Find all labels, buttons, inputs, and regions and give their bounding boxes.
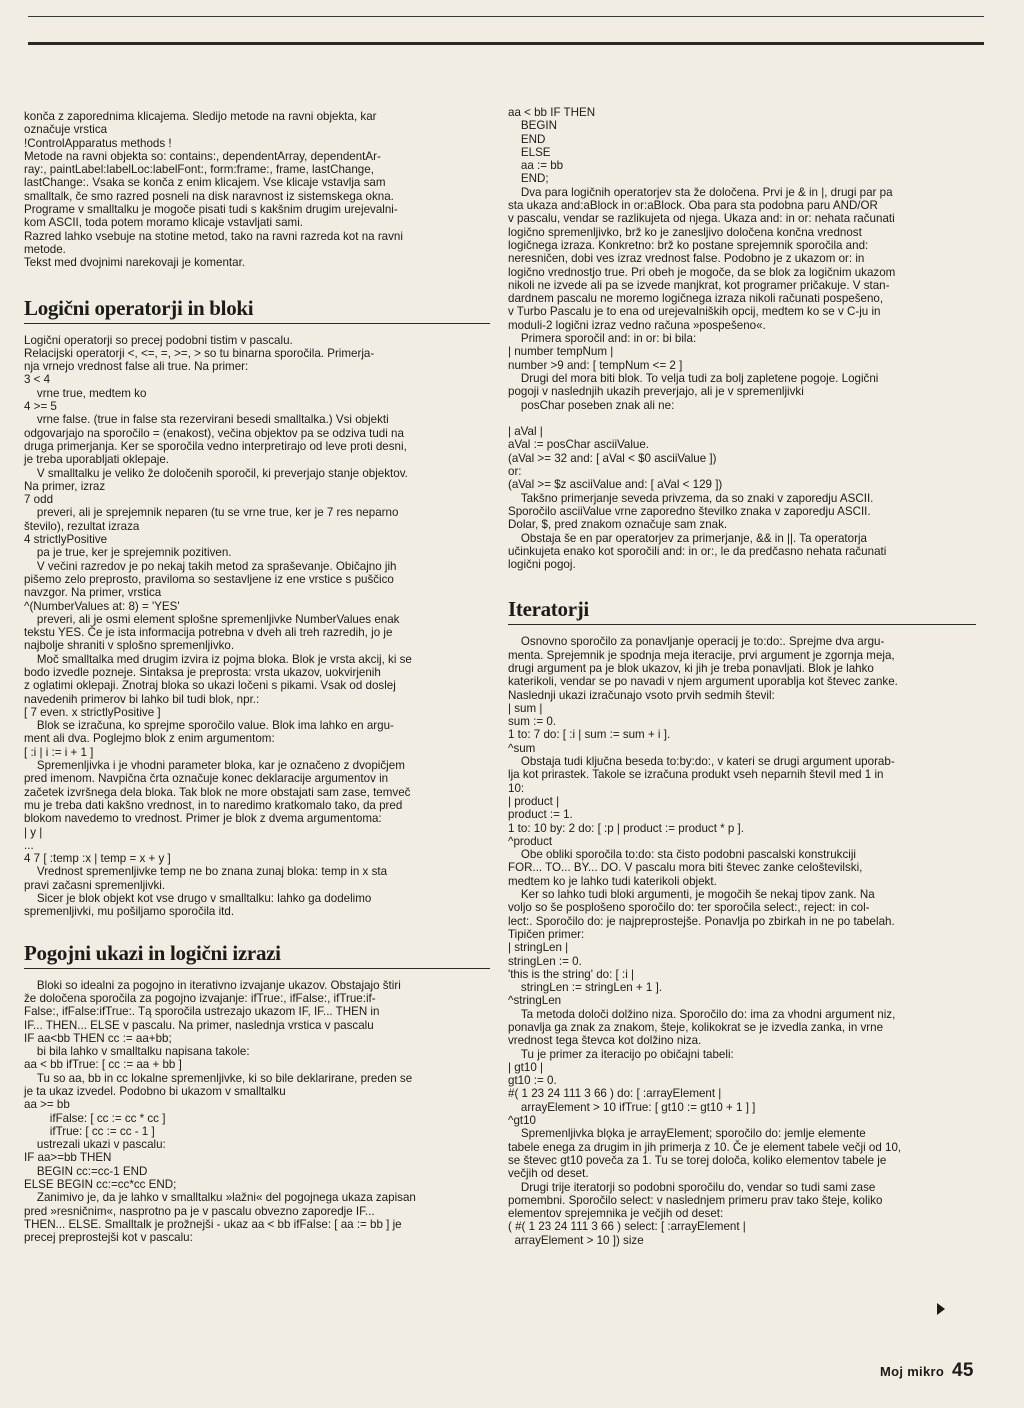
text-line: Drugi trije iteratorji so podobni sporočilu do, vendar so tudi sami zase <box>508 1180 876 1194</box>
text-line: Ker so lahko tudi bloki argumenti, je mogočih še nekaj tipov zank. Na <box>508 888 875 902</box>
text-line: druga primerjanja. Ker se sporočila vedno interpretirajo od leve proti desni, <box>24 439 407 453</box>
text-line: število), rezultat izraza <box>24 519 140 533</box>
text-line: ^sum <box>508 741 536 755</box>
text-line: Obstaja še en par operatorjev za primerjanje, && in ||. Ta operatorja <box>508 531 867 545</box>
text-line: Tekst med dvojnimi narekovaji je komentar. <box>24 256 246 270</box>
text-line: product := 1. <box>508 808 573 822</box>
text-line: !ControlApparatus methods ! <box>24 136 172 150</box>
text-line: Obe obliki sporočila to:do: sta čisto podobni pascalski konstrukciji <box>508 848 856 862</box>
text-line: vrednost tega števca kot dolžino niza. <box>508 1034 702 1048</box>
text-line: pravi začasni spremenljivki. <box>24 878 166 892</box>
text-line: drugi argument pa je blok ukazov, ki jih je treba ponavljati. Blok je lahko <box>508 661 874 675</box>
text-line: je ta ukaz izvedel. Podobno bi ukazom v smalltalku <box>24 1085 286 1098</box>
section-logical-operators <box>24 334 490 919</box>
text-line: | number tempNum | <box>508 345 614 359</box>
text-line: Osnovno sporočilo za ponavljanje operacij je to:do:. Sprejme dva argu- <box>508 635 885 649</box>
text-line: aa >= bb <box>24 1098 70 1112</box>
text-line: 1 to: 10 by: 2 do: [ :p | product := product * p ]. <box>508 821 744 835</box>
text-line: ( #( 1 23 24 111 3 66 ) select: [ :arrayElement | <box>508 1220 746 1234</box>
heading-logical-operators: Logični operatorji in bloki <box>24 296 490 324</box>
top-thin-rule <box>28 16 984 17</box>
text-line: IF... THEN... ELSE v pascalu. Na primer, naslednja vrstica v pascalu <box>24 1018 374 1032</box>
text-line: stringLen := 0. <box>508 954 582 968</box>
section-logical-pairs <box>508 106 976 571</box>
text-line: mu je treba dati kakšno vrednost, in to naredimo kratkomalo tako, da pred <box>24 798 403 812</box>
text-line: number >9 and: [ tempNum <= 2 ] <box>508 358 683 372</box>
text-line: najbolje shraniti v splošno spremenljivko. <box>24 639 235 653</box>
text-line: aa < bb IF THEN <box>508 106 596 119</box>
text-line: z oglatimi oklepaji. Znotraj bloka so ukazi ločeni s pikami. Vsak od doslej <box>24 679 396 693</box>
text-line: se števec gt10 poveča za 1. Tu se torej določa, koliko elementov tabele je <box>508 1153 887 1167</box>
text-line: Spremenljivka blǫka je arrayElement; sporočilo do: jemlje elemente <box>508 1127 866 1141</box>
text-line: ustrezali ukazi v pascalu: <box>24 1138 166 1152</box>
text-line: v Turbo Pascalu je to ena od urejevalniških opcij, medtem ko se v C-ju in <box>508 305 881 319</box>
text-line: or: <box>508 465 522 479</box>
section-conditionals <box>24 979 490 1245</box>
text-line: preveri, ali je sprejemnik neparen (tu se vrne true, ker je 7 res neparno <box>24 506 399 520</box>
text-line: aa := bb <box>508 159 564 173</box>
text-line: bi bila lahko v smalltalku napisana takole: <box>24 1045 250 1059</box>
text-line: dardnem pascalu ne moremo logičnega izraza nikoli računati pospešeno, <box>508 292 884 306</box>
page-number: 45 <box>952 1360 974 1381</box>
intro-text <box>24 110 490 270</box>
text-line: 4 7 [ :temp :x | temp = x + y ] <box>24 852 171 866</box>
text-line: Takšno primerjanje seveda privzema, da so znaki v zaporedju ASCII. <box>508 491 874 505</box>
text-line: Tipičen primer: <box>508 927 585 941</box>
text-line: Spremenljivka i je vhodni parameter bloka, kar je označeno z dvopičjem <box>24 759 405 773</box>
text-line: Dva para logičnih operatorjev sta že določena. Prvi je & in |, drugi par pa <box>508 185 893 199</box>
text-line: ifFalse: [ cc := cc * cc ] <box>24 1111 166 1125</box>
text-line: blokom navedemo to vrednost. Primer je blok z dvema argumentoma: <box>24 812 382 826</box>
text-line: Sporočilo asciiValue vrne zaporedno številko znaka v zaporedju ASCII. <box>508 504 871 518</box>
text-line: Dolar, $, pred znakom označuje sam znak. <box>508 518 728 532</box>
text-line: 'this is the string' do: [ :i | <box>508 967 635 981</box>
text-line: navzgor. Na primer, vrstica <box>24 586 162 600</box>
text-line: 7 odd <box>24 493 54 507</box>
text-line: ^stringLen <box>508 994 562 1008</box>
text-line: 3 < 4 <box>24 373 51 387</box>
text-line: lja kot prirastek. Takole se izračuna produkt vseh neparnih števil med 1 in <box>508 768 884 782</box>
text-line: False:, ifFalse:ifTrue:. Tą sporočila ustrezajo ukazom IF, IF... THEN in <box>24 1005 380 1019</box>
text-line: | gt10 | <box>508 1060 544 1074</box>
text-line: Bloki so idealni za pogojno in iterativno izvajanje ukazov. Obstajajo štiri <box>24 978 401 992</box>
text-line: Moč smalltalka med drugim izvira iz pojma bloka. Blok je vrsta akcij, ki se <box>24 652 412 666</box>
page-footer <box>880 1360 974 1382</box>
text-line: Ta metoda določi dolžino niza. Sporočilo do: ima za vhodni argument niz, <box>508 1007 896 1021</box>
text-line: odgovarjajo na sporočilo = (enakost), večina objektov pa se odziva tudi na <box>24 426 404 440</box>
text-line: Drugi del mora biti blok. To velja tudi za bolj zapletene pogoje. Logični <box>508 371 879 385</box>
text-line: ponavlja ga znak za znakom, šteje, kolikokrat se je izvedla zanka, in vrne <box>508 1021 884 1034</box>
text-line: medtem ko je lahko tudi katerikoli objekt. <box>508 874 717 888</box>
text-line: END; <box>508 172 549 186</box>
text-line: logičnega izraza. Konkretno: brž ko postane sprejemnik sporočila and: <box>508 238 869 252</box>
text-line: tabele enega za drugim in jih primerja z 10. Če je element tabele večji od 10, <box>508 1140 902 1154</box>
text-line: ment ali dva. Poglejmo blok z enim argumentom: <box>24 732 275 746</box>
text-line: smalltalk, če smo razred posneli na disk naravnost iz sistemskega okna. <box>24 189 394 203</box>
text-line: metode. <box>24 242 66 256</box>
text-line: ^(NumberValues at: 8) = 'YES' <box>24 599 180 613</box>
text-line: Programe v smalltalku je mogoče pisati tudi s kakšnim drugim urejevalni- <box>24 203 398 217</box>
text-line: konča z zaporednima klicajema. Sledijo metode na ravni objekta, kar <box>24 110 377 123</box>
text-line: voljo so še posplošeno sporočilo do: ter sporočila select:, reject: in col- <box>508 901 870 915</box>
text-line: ifTrue: [ cc := cc - 1 ] <box>24 1124 155 1138</box>
text-line: sta ukaza and:aBlock in or:aBlock. Oba para sta podobna paru AND/OR <box>508 199 878 213</box>
text-line: pišemo zelo preprosto, praviloma so sestavljene iz ene vrstice s puščico <box>24 572 394 586</box>
magazine-name: Moj mikro <box>880 1364 945 1379</box>
text-line: začetek izvršnega dela bloka. Tak blok ne more obstajati sam zase, temveč <box>24 785 411 799</box>
text-line: posChar poseben znak ali ne: <box>508 398 675 412</box>
text-line: že določena sporočila za pogojno izvajanje: ifTrue:, ifFalse:, ifTrue:if- <box>24 991 376 1005</box>
text-line: arrayElement > 10 ifTrue: [ gt10 := gt10 + 1 ] ] <box>508 1100 756 1114</box>
text-line <box>508 412 976 425</box>
text-line: ... <box>24 838 34 852</box>
text-line: V večini razredov je po nekaj takih metod za spraševanje. Običajno jih <box>24 559 397 573</box>
right-column <box>508 106 976 1247</box>
text-line: vrne true, medtem ko <box>24 386 147 400</box>
text-line: V smalltalku je veliko že določenih sporočil, ki preverjajo stanje objektov. <box>24 466 408 480</box>
text-line: | stringLen | <box>508 941 569 955</box>
text-line: aVal := posChar asciiValue. <box>508 438 650 452</box>
text-line: lect:. Sporočilo do: je najpreprostejše. Ponavlja po zbirkah in ne po tabelah. <box>508 914 895 928</box>
text-line: sum := 0. <box>508 715 557 729</box>
text-line: FOR... TO... BY... DO. V pascalu mora biti števec zanke celoštevilski, <box>508 861 863 875</box>
text-line: | aVal | <box>508 425 543 439</box>
text-line: Naslednji ukazi izračunajo vsoto prvih sedmih števil: <box>508 688 775 702</box>
text-line: označuje vrstica <box>24 123 108 137</box>
text-line: pred imenom. Navpična črta označuje konec deklaracije argumentov in <box>24 772 389 786</box>
text-line: učinkujeta enako kot sporočili and: in or:, le da predčasno nehata računati <box>508 544 887 558</box>
text-line: Na primer, izraz <box>24 479 106 493</box>
text-line: logični pogoj. <box>508 558 576 572</box>
text-line: Vrednost spremenljivke temp ne bo znana zunaj bloka: temp in x sta <box>24 865 388 879</box>
text-line: | sum | <box>508 701 543 715</box>
text-line: logično vrednostjo true. Pri obeh je mogoče, da se blok za logičnim ukazom <box>508 265 896 279</box>
text-line: navedenih primerov bi lahko bil tudi blok, npr.: <box>24 692 260 706</box>
text-line: Tu je primer za iteracijo po običajni tabeli: <box>508 1047 734 1061</box>
text-line: Tu so aa, bb in cc lokalne spremenljivke, ki so bile deklarirane, preden se <box>24 1071 413 1085</box>
text-line: je treba uporabljati oklepaje. <box>24 453 170 467</box>
text-line: pa je true, ker je sprejemnik pozitiven. <box>24 546 232 560</box>
text-line: pomembni. Sporočilo select: v naslednjem primeru prav tako šteje, koliko <box>508 1193 883 1207</box>
text-line: Primera sporočil and: in or: bi bila: <box>508 332 697 346</box>
left-column <box>24 110 490 1245</box>
heading-iterators: Iteratorji <box>508 597 976 625</box>
text-line: precej preprostejši kot v pascalu: <box>24 1231 193 1245</box>
text-line: (aVal >= 32 and: [ aVal < $0 asciiValue ]) <box>508 451 717 465</box>
text-line: Razred lahko vsebuje na stotine metod, tako na ravni razreda kot na ravni <box>24 229 403 243</box>
text-line: kom ASCII, toda potem moramo klicaje vstavljati sami. <box>24 216 303 230</box>
text-line: lastChange:. Vsaka se konča z enim klicajem. Vse klicaje vstavlja sam <box>24 176 386 190</box>
top-thick-rule <box>28 42 984 45</box>
text-line: arrayElement > 10 ]) size <box>508 1233 644 1247</box>
text-line: END <box>508 132 546 146</box>
text-line: Logični operatorji so precej podobni tistim v pascalu. <box>24 333 293 347</box>
text-line: 1 to: 7 do: [ :i | sum := sum + i ]. <box>508 728 671 742</box>
text-line: THEN... ELSE. Smalltalk je prožnejši - ukaz aa < bb ifFalse: [ aa := bb ] je <box>24 1217 402 1231</box>
text-line: preveri, ali je osmi element splošne spremenljivke NumberValues enak <box>24 612 400 626</box>
text-line: Obstaja tudi ključna beseda to:by:do:, v kateri se drugi argument uporab- <box>508 755 895 769</box>
text-line: tekstu YES. Če je ista informacija potrebna v dveh ali treh razredih, jo je <box>24 626 393 640</box>
text-line: neresničen, dobi ves izraz vrednost false. Podobno je z ukazom or: in <box>508 252 865 266</box>
text-line: Metode na ravni objekta so: contains:, dependentArray, dependentAr- <box>24 149 381 163</box>
text-line: nja vrnejo vrednost false ali true. Na primer: <box>24 360 249 374</box>
text-line: v pascalu, vendar se razlikujeta od njega. Ukaza and: in or: nehata računati <box>508 212 895 226</box>
text-line: IF aa<bb THEN cc := aa+bb; <box>24 1031 172 1045</box>
text-line: menta. Sprejemnik je spodnja meja iteracije, prvi argument je zgornja meja, <box>508 648 895 662</box>
text-line: 4 >= 5 <box>24 400 57 414</box>
text-line: [ :i | i := i + 1 ] <box>24 745 94 759</box>
text-line: ELSE BEGIN cc:=cc*cc END; <box>24 1178 177 1192</box>
text-line: BEGIN <box>508 119 557 133</box>
text-line: elementov sprejemnika je večjih od deset: <box>508 1207 724 1221</box>
text-line: logično spremenljivko, brž ko je zanesljivo določena končna vrednost <box>508 225 862 239</box>
text-line: #( 1 23 24 111 3 66 ) do: [ :arrayElement | <box>508 1087 722 1101</box>
text-line: 10: <box>508 781 525 795</box>
text-line: | y | <box>24 825 43 839</box>
text-line: aa < bb ifTrue: [ cc := aa + bb ] <box>24 1058 182 1072</box>
text-line: pogoji v naslednjih ukazih preverjajo, ali je v spremenljivki <box>508 385 804 399</box>
text-line: Sicer je blok objekt kot vse drugo v smalltalku: lahko ga dodelimo <box>24 892 372 906</box>
section-iterators <box>508 635 976 1247</box>
text-line: ray:, paintLabel:labelLoc:labelFont:, form:frame:, frame, lastChange, <box>24 163 374 177</box>
text-line: Zanimivo je, da je lahko v smalltalku »lažni« del pogojnega ukaza zapisan <box>24 1191 416 1205</box>
text-line: IF aa>=bb THEN <box>24 1151 112 1165</box>
text-line: Relacijski operatorji <, <=, =, >=, > so tu binarna sporočila. Primerja- <box>24 346 375 360</box>
text-line: pred »resničnim«, nasprotno pa je v pascalu obvezno zaporedje IF... <box>24 1204 375 1218</box>
text-line: (aVal >= $z asciiValue and: [ aVal < 129 ]) <box>508 478 723 492</box>
continue-arrow-icon <box>936 1303 946 1315</box>
text-line: BEGIN cc:=cc-1 END <box>24 1164 148 1178</box>
text-line: ^gt10 <box>508 1114 537 1128</box>
text-line: nikoli ne izvede ali pa se izvede manjkrat, kot programer pričakuje. V stan- <box>508 278 890 292</box>
text-line: katerikoli, vendar se po navadi v njem argument uporablja kot števec zanke. <box>508 675 898 689</box>
text-line: vrne false. (true in false sta rezervirani besedi smalltalka.) Vsi objekti <box>24 413 389 427</box>
heading-conditionals: Pogojni ukazi in logični izrazi <box>24 941 490 969</box>
text-line: bodo izvedle pozneje. Sintaksa je preprosta: vrsta ukazov, uokvirjenih <box>24 665 381 679</box>
text-line: | product | <box>508 794 560 808</box>
text-line: 4 strictlyPositive <box>24 533 108 547</box>
text-line: spremenljivki, mu pošiljamo sporočila itd. <box>24 905 235 919</box>
text-line: ^product <box>508 834 553 848</box>
text-line: Blok se izračuna, ko sprejme sporočilo value. Blok ima lahko en argu- <box>24 719 394 733</box>
text-line: večjih od deset. <box>508 1167 589 1181</box>
text-line: [ 7 even. x strictlyPositive ] <box>24 705 161 719</box>
text-line: moduli-2 logični izraz vedno računa »pospešeno«. <box>508 318 766 332</box>
text-line: gt10 := 0. <box>508 1074 557 1088</box>
text-line: ELSE <box>508 145 551 159</box>
text-line: stringLen := stringLen + 1 ]. <box>508 981 663 995</box>
